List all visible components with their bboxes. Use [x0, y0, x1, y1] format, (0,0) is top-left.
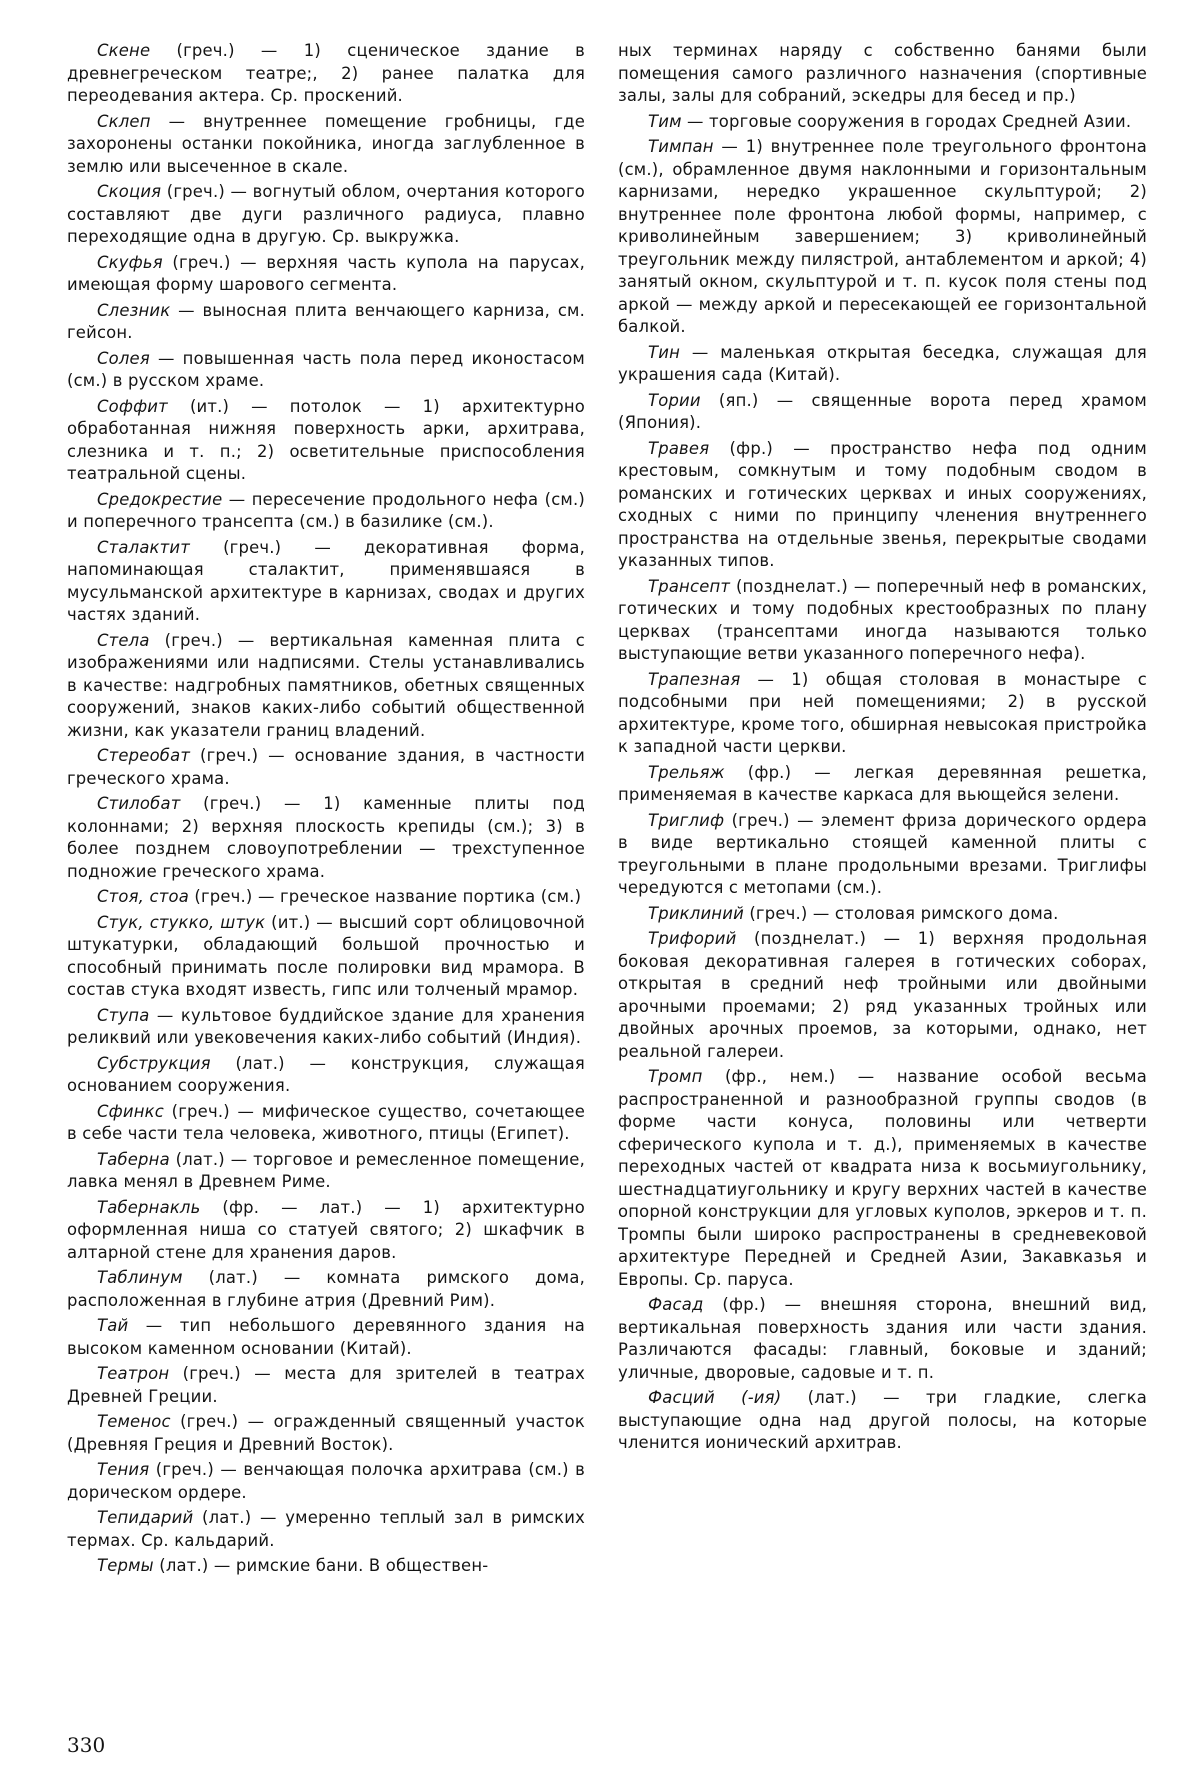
entry-term: Трапезная	[648, 669, 741, 689]
glossary-entry	[67, 111, 585, 179]
entry-term: Субструкция	[97, 1053, 211, 1073]
glossary-entry	[618, 1294, 1147, 1384]
glossary-entry	[67, 537, 585, 627]
glossary-entry	[67, 1363, 585, 1408]
entry-term: Сфинкс	[97, 1101, 164, 1121]
glossary-entry	[67, 489, 585, 534]
entry-term: Трифорий	[648, 929, 737, 948]
entry-term: Скене	[97, 41, 151, 60]
entry-term: Тим	[648, 111, 682, 131]
entry-term: Тромп	[648, 1067, 703, 1086]
entry-definition: — 1) внутреннее поле треугольного фронтона (см.), обрамленное двумя наклонными и горизонтальным карнизами, нередко украшенное скульптурой; 2) внутреннее поле фронтона любой формы, например, с криволинейным завершением; 3) криволинейный треугольник между пилястрой, антаблементом и аркой; 4) занятый окном, скульптурой и т. п. кусок поля стены под аркой — между аркой и пересекающей ее горизонтальной балкой.	[618, 137, 1147, 336]
entry-definition: (греч.) — вогнутый облом, очертания которого составляют две дуги различного радиуса, плавно переходящие одна в другую. Ср. выкружка.	[67, 182, 585, 246]
entry-definition: — маленькая открытая беседка, служащая для украшения сада (Китай).	[618, 342, 1147, 384]
entry-definition: (греч.) — огражденный священный участок (Древняя Греция и Древний Восток).	[67, 1412, 585, 1454]
continued-entry-text: ных терминах наряду с собственно банями были помещения самого различного назначения (спортивные залы, залы для собраний, эскедры для бесед и пр.)	[618, 41, 1147, 105]
glossary-entry	[67, 1411, 585, 1456]
glossary-entry	[67, 1267, 585, 1312]
entry-definition: (лат.) — три гладкие, слегка выступающие одна над другой полосы, на которые членится ионический архитрав.	[618, 1388, 1148, 1452]
glossary-entry	[67, 1507, 585, 1552]
entry-definition: (фр., нем.) — название особой весьма распространенной и разнообразной группы сводов (в форме части конуса, половины или четверти сферического купола и т. д.), применяемых в качестве переходных частей от квадрата низа к восьмиугольнику, шестнадцатиугольнику и кругу верхних частей в качестве опорной конструкции для угловых куполов, эркеров и т. п. Тромпы были широко распространены в средневековой архитектуре Передней и Средней Азии, Закавказья и Европы. Ср. паруса.	[618, 1067, 1147, 1289]
glossary-entry	[67, 1555, 585, 1578]
glossary-entry	[67, 252, 585, 297]
left-column	[67, 40, 585, 1581]
entry-term: Теменос	[97, 1412, 171, 1431]
entry-definition: (лат.) — умеренно теплый зал в римских термах. Ср. кальдарий.	[67, 1508, 585, 1550]
entry-term: Триглиф	[648, 810, 725, 830]
glossary-entry	[67, 1149, 585, 1194]
entry-definition: (греч.) — столовая римского дома.	[743, 903, 1059, 923]
entry-term: Стилобат	[97, 794, 181, 813]
entry-term: Тимпан	[648, 137, 714, 156]
entry-definition: (фр. — лат.) — 1) архитектурно оформленная ниша со статуей святого; 2) шкафчик в алтарной стене для хранения даров.	[67, 1197, 585, 1262]
entry-term: Тин	[648, 342, 680, 362]
entry-definition: (греч.) — вертикальная каменная плита с изображениями или надписями. Стелы устанавливались в качестве: надгробных памятников, обетных священных сооружений, знаков каких-либо событий общественной жизни, как указатели границ владений.	[67, 630, 585, 740]
entry-term: Таблинум	[97, 1268, 183, 1287]
glossary-entry	[67, 630, 585, 743]
entry-term: Триклиний	[648, 903, 744, 923]
entry-definition: (греч.) — основание здания, в частности греческого храма.	[67, 746, 585, 788]
entry-definition: (лат.) — комната римского дома, расположенная в глубине атрия (Древний Рим).	[67, 1268, 585, 1310]
glossary-entry	[67, 181, 585, 249]
entry-definition: — 1) общая столовая в монастыре с подсобными при ней помещениями; 2) в русской архитектуре, кроме того, обширная невысокая пристройка к западной части церкви.	[618, 669, 1147, 756]
entry-definition: — пересечение продольного нефа (см.) и поперечного трансепта (см.) в базилике (см.).	[67, 489, 585, 531]
entry-term: Скоция	[97, 182, 162, 201]
entry-definition: — тип небольшого деревянного здания на высоком каменном основании (Китай).	[67, 1316, 585, 1358]
entry-term: Средокрестие	[97, 489, 223, 509]
entry-definition: (фр.) — внешняя сторона, внешний вид, вертикальная поверхность здания или части здания. Различаются фасады: главный, боковые и зданий; уличные, дворовые, садовые и т. п.	[618, 1295, 1147, 1382]
entry-definition: (лат.) — торговое и ремесленное помещение, лавка менял в Древнем Риме.	[67, 1149, 585, 1191]
glossary-entry	[67, 1101, 585, 1146]
glossary-entry	[67, 745, 585, 790]
entry-term: Солея	[97, 348, 150, 368]
entry-definition: (греч.) — венчающая полочка архитрава (см.) в дорическом ордере.	[67, 1460, 585, 1502]
glossary-entry	[618, 576, 1147, 666]
entry-definition: (греч.) — элемент фриза дорического ордера в виде вертикально стоящей каменной плиты с треугольными в плане продольными врезами. Триглифы чередуются с метопами (см.).	[618, 810, 1147, 897]
glossary-entry	[67, 886, 585, 909]
entry-term: Стела	[97, 630, 150, 650]
entry-term: Стоя, стоа	[97, 887, 189, 906]
entry-term: Слезник	[97, 300, 171, 320]
entry-definition: (лат.) — римские бани. В обществен-	[153, 1556, 489, 1575]
entry-term: Ступа	[97, 1005, 150, 1025]
entry-definition: (греч.) — греческое название портика (см.)	[188, 887, 582, 906]
glossary-entry	[618, 342, 1147, 387]
entry-term: Театрон	[97, 1364, 170, 1383]
entry-term: Тения	[97, 1460, 150, 1479]
entry-term: Сталактит	[97, 537, 191, 557]
entry-definition: — выносная плита венчающего карниза, см. гейсон.	[67, 300, 585, 342]
entry-definition: — торговые сооружения в городах Средней Азии.	[681, 111, 1132, 131]
entry-definition: (ит.) — высший сорт облицовочной штукатурки, обладающий большой прочностью и способный принимать после полировки вид мрамора. В состав стука входят известь, гипс или толченый мрамор.	[67, 912, 585, 999]
glossary-entry	[67, 793, 585, 883]
glossary-entry	[618, 1387, 1147, 1455]
entry-definition: (позднелат.) — поперечный неф в романских, готических и тому подобных крестообразных по плану церквах (трансептами иногда называются только выступающие ветви указанного поперечного нефа).	[618, 576, 1147, 663]
entry-term: Соффит	[97, 396, 168, 416]
glossary-entry	[618, 903, 1147, 926]
entry-term: Трельяж	[648, 762, 725, 782]
glossary-entry	[618, 810, 1147, 900]
entry-definition: (фр.) — пространство нефа под одним крестовым, сомкнутым и тому подобным сводом в романских и готических церквах и иных сооружениях, сходных с ними по принципу членения внутреннего пространства на отдельные звенья, перекрытые сводами указанных типов.	[618, 438, 1147, 570]
glossary-entry	[67, 1005, 585, 1050]
entry-term: Травея	[648, 438, 710, 458]
glossary-entry	[67, 300, 585, 345]
glossary-entry	[67, 396, 585, 486]
glossary-entry	[618, 669, 1147, 759]
entry-term: Тории	[648, 390, 701, 410]
entry-term: Табернакль	[97, 1197, 201, 1217]
glossary-entry	[67, 912, 585, 1002]
glossary-entry	[67, 40, 585, 108]
entry-term: Стереобат	[97, 746, 191, 765]
entry-term: Фасад	[648, 1295, 704, 1314]
entry-term: Тепидарий	[97, 1508, 194, 1527]
glossary-entry	[67, 1197, 585, 1265]
entry-definition: (греч.) — места для зрителей в театрах Древней Греции.	[67, 1364, 585, 1406]
glossary-entry	[618, 390, 1147, 435]
entry-term: Трансепт	[648, 576, 731, 596]
glossary-entry	[67, 348, 585, 393]
glossary-entry	[618, 1066, 1147, 1291]
entry-term: Скуфья	[97, 252, 163, 272]
entry-definition: (яп.) — священные ворота перед храмом (Япония).	[618, 390, 1147, 432]
entry-definition: (греч.) — верхняя часть купола на парусах, имеющая форму шарового сегмента.	[67, 252, 585, 294]
glossary-entry	[67, 1315, 585, 1360]
entry-term: Тай	[97, 1316, 129, 1335]
entry-definition: — повышенная часть пола перед иконостасом (см.) в русском храме.	[67, 348, 585, 390]
entry-definition: (греч.) — 1) сценическое здание в древнегреческом театре;, 2) ранее палатка для переодевания актера. Ср. проскений.	[67, 41, 585, 105]
page-number: 330	[67, 1733, 106, 1757]
entry-term: Склеп	[97, 111, 151, 131]
entry-definition: — внутреннее помещение гробницы, где захоронены останки покойника, иногда заглубленное в землю или высеченное в скале.	[67, 111, 585, 176]
glossary-entry	[618, 111, 1147, 134]
entry-term: Таберна	[97, 1149, 170, 1169]
glossary-entry	[618, 762, 1147, 807]
entry-definition: (фр.) — легкая деревянная решетка, применяемая в качестве каркаса для вьющейся зелени.	[618, 762, 1147, 804]
entry-term: Термы	[97, 1556, 154, 1575]
entry-definition: (греч.) — декоративная форма, напоминающая сталактит, применявшаяся в мусульманской архитектуре в карнизах, сводах и других частях зданий.	[67, 537, 585, 624]
glossary-entry	[618, 928, 1147, 1063]
entry-definition: (греч.) — мифическое существо, сочетающее в себе части тела человека, животного, птицы (Египет).	[67, 1101, 585, 1143]
entry-definition: (позднелат.) — 1) верхняя продольная боковая декоративная галерея в готических соборах, открытая в средний неф тройными или двойными арочными проемами; 2) ряд указанных тройных или двойных арочных проемов, за которыми, однако, нет реальной галереи.	[618, 929, 1147, 1061]
right-column	[618, 40, 1147, 1458]
glossary-entry	[67, 1053, 585, 1098]
glossary-entry	[618, 438, 1147, 573]
entry-term: Фасций (-ия)	[648, 1388, 782, 1407]
entry-definition: (лат.) — конструкция, служащая основанием сооружения.	[67, 1053, 585, 1095]
entry-definition: (греч.) — 1) каменные плиты под колоннами; 2) верхняя плоскость крепиды (см.); 3) в более позднем словоупотреблении — трехступенное подножие греческого храма.	[67, 794, 585, 881]
entry-term: Стук, стукко, штук	[97, 912, 266, 932]
entry-definition: — культовое буддийское здание для хранения реликвий или увековечения каких-либо событий (Индия).	[67, 1005, 585, 1047]
entry-definition: (ит.) — потолок — 1) архитектурно обработанная нижняя поверхность арки, архитрава, слезника и т. п.; 2) осветительные приспособления театральной сцены.	[67, 396, 585, 483]
glossary-entry	[618, 136, 1147, 339]
glossary-entry	[67, 1459, 585, 1504]
